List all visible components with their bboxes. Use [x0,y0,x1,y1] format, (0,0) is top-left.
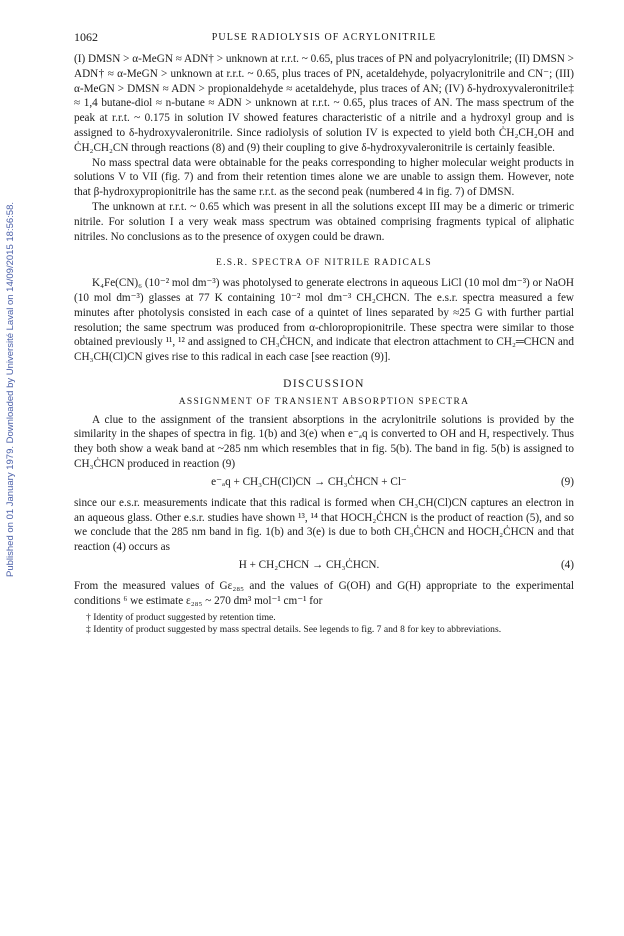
paragraph-esr-evidence: since our e.s.r. measurements indicate that this radical is formed when CH₃CH(Cl)CN captures an electron in an aqueous glass. Other e.s.r. studies have shown ¹³, ¹⁴ that HOCH₂ĊHCN is the product of reaction (5), and so we conclude that the 285 nm band in fig. 1(b) and 3(e) is due to both CH₃ĊHCN and HOCH₂ĊHCN and that reaction (4) occurs as [74,496,574,554]
section-heading-esr: E.S.R. SPECTRA OF NITRILE RADICALS [215,258,432,269]
paragraph-assignment: A clue to the assignment of the transient absorptions in the acrylonitrile solutions is provided by the similarity in the shapes of spectra in fig. 1(b) and 3(e) when e⁻ₐq is converted to OH and H, respectively. Thus they both show a weak band at ~285 nm which resembles that in fig. 5(b). The band in fig. 5(b) is assigned to CH₃ĊHCN produced in reaction (9) [74,413,574,470]
paragraph-esr: K₄Fe(CN)₆ (10⁻² mol dm⁻³) was photolysed to generate electrons in aqueous LiCl (10 mol dm⁻³) or NaOH (10 mol dm⁻³) glasses at 77 K containing 10⁻² mol dm⁻³ CH₂CHCN. The e.s.r. spectra measured a few minutes after photolysis consisted in each case of a quintet of lines separated by ≈25 G with further partial resolution; the same spectrum was produced from α-chloropropionitrile. These spectra were similar to those obtained previously ¹¹, ¹² and assigned to CH₃ĊHCN, and indicate that electron attachment to CH₂═CHCN and CH₃CH(Cl)CN gives rise to this radical in each case [see reaction (9)]. [74,277,574,364]
publication-stamp: Published on 01 January 1979. Downloaded by Université Laval on 14/09/2015 18:56:58. [5,202,16,578]
equation-4-text: H + CH₂CHCN → CH₃ĊHCN. [238,558,380,571]
equation-9 [74,475,574,493]
equation-4 [74,558,574,576]
subsection-heading-assignment: ASSIGNMENT OF TRANSIENT ABSORPTION SPECTRA [178,396,470,407]
page-body [74,30,574,636]
paragraph-unknown-nitrile: The unknown at r.r.t. ~ 0.65 which was present in all the solutions except III may be a dimeric or trimeric nitrile. For solution I a very weak mass spectrum was obtained comprising fragments typical of aliphatic nitriles. No conclusions as to the presence of oxygen could be drawn. [74,200,574,243]
paragraph-product-list: (I) DMSN > α-MeGN ≈ ADN† > unknown at r.r.t. ~ 0.65, plus traces of PN and polyacrylonitrile; (II) DMSN > ADN† ≈ α-MeGN > unknown at r.r.t. ~ 0.65, plus traces of PN, acetaldehyde, polyacrylonitrile and CN⁻; (III) α-MeGN > DMSN ≈ ADN > propionaldehyde ≈ acetaldehyde, plus traces of AN; (IV) δ-hydroxyvaleronitrile‡ ≈ 1,4 butane-diol ≈ n-butane ≈ ADN > unknown at r.r.t. ~ 0.65, plus traces of AN. The mass spectrum of the peak at r.r.t. ~ 0.175 in solution IV showed features characteristic of a nitrile and a hydroxyl group and is assigned to δ-hydroxyvaleronitrile. Since radiolysis of solution IV is expected to yield both ĊH₂CH₂OH and ĊH₂CH₂CN through reactions (8) and (9) their coupling to give δ-hydroxyvaleronitrile is certainly feasible. [74,53,574,154]
paragraph-extinction: From the measured values of Gε₂₈₅ and the values of G(OH) and G(H) appropriate to the experimental conditions ⁶ we estimate ε₂₈₅ ~ 270 dm³ mol⁻¹ cm⁻¹ for [74,579,574,607]
paragraph-mass-spectral: No mass spectral data were obtainable for the peaks corresponding to higher molecular weight products in solutions V to VII (fig. 7) and from their retention times alone we are unable to assign them. However, note that β-hydroxypropionitrile has the same r.r.t. as the second peak (numbered 4 in fig. 7) of DMSN. [74,156,574,199]
equation-4-number: (4) [560,558,574,571]
footnote-double-dagger: ‡ Identity of product suggested by mass spectral details. See legends to fig. 7 and 8 for key to abbreviations. [86,623,502,635]
footnote-dagger: † Identity of product suggested by retention time. [86,611,276,623]
page-number: 1062 [74,30,98,44]
running-header [74,30,574,48]
equation-9-number: (9) [560,475,574,488]
equation-9-text: e⁻ₐq + CH₃CH(Cl)CN → CH₃ĊHCN + Cl⁻ [211,475,407,488]
running-title: PULSE RADIOLYSIS OF ACRYLONITRILE [211,32,437,43]
section-heading-discussion: DISCUSSION [283,377,365,390]
